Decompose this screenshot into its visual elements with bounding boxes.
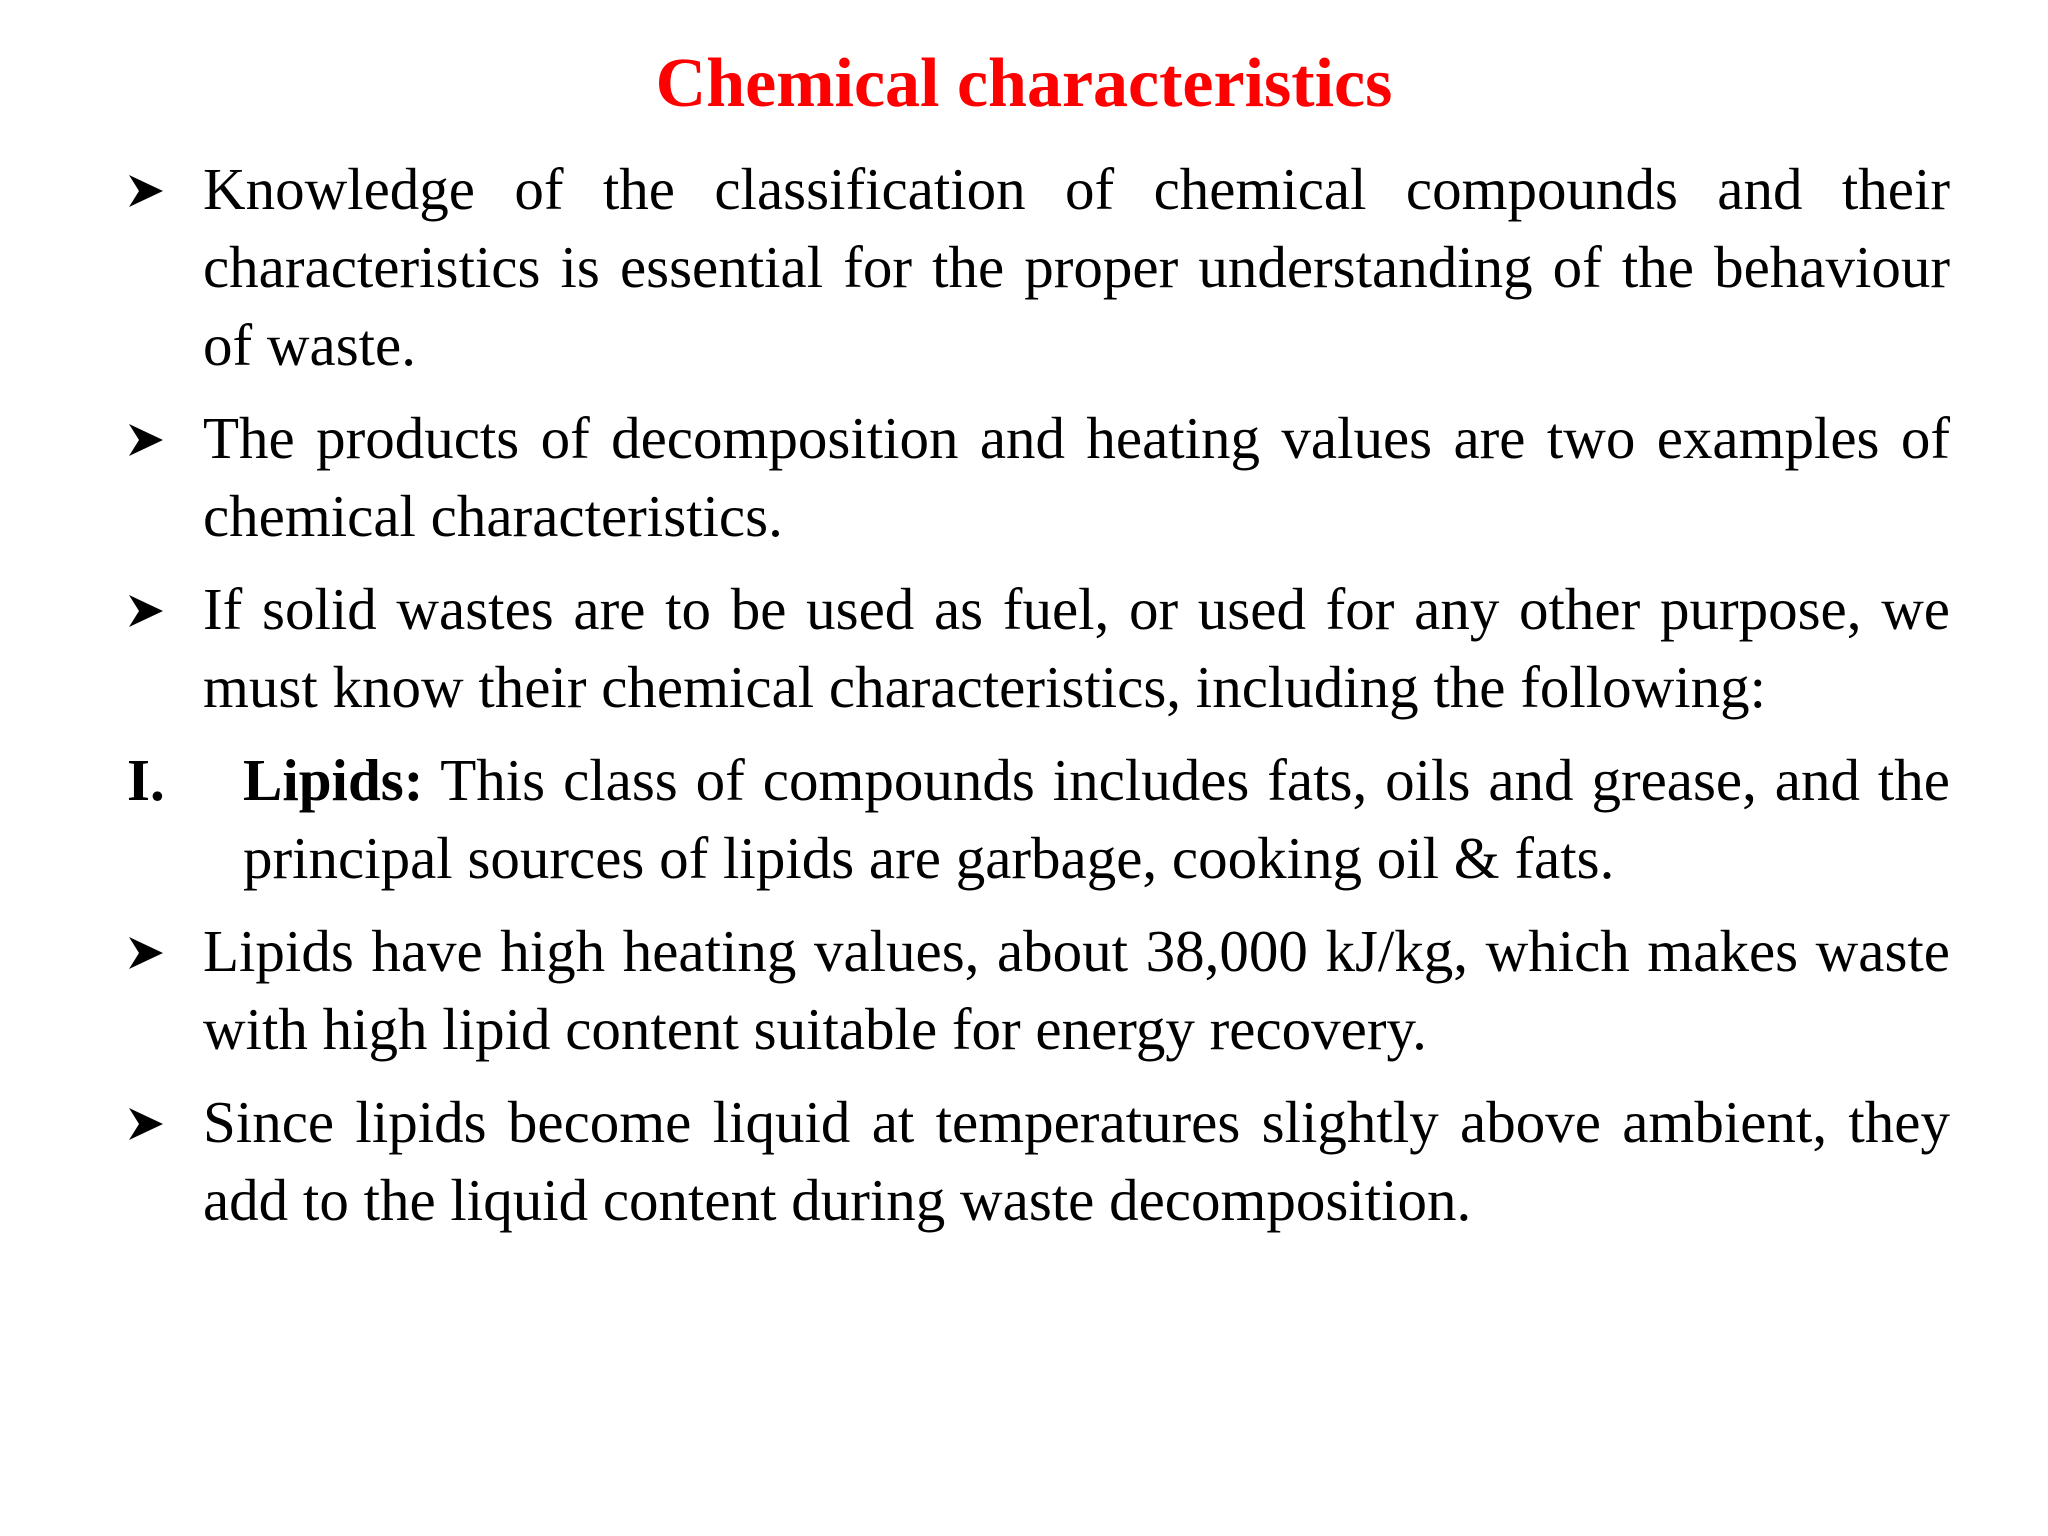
item-term: Lipids: bbox=[243, 747, 424, 813]
bullet-item bbox=[127, 570, 1950, 726]
arrowhead-bullet-icon bbox=[127, 399, 187, 477]
slide-title: Chemical characteristics bbox=[655, 45, 1393, 122]
arrowhead-bullet-icon bbox=[127, 912, 187, 990]
item-number: I. bbox=[127, 747, 165, 813]
bullet-item bbox=[127, 912, 1950, 1068]
slide-body bbox=[127, 150, 1950, 1254]
numbered-item-lipids bbox=[127, 741, 1950, 897]
bullet-text: Since lipids become liquid at temperatures slightly above ambient, they add to the liquid content during waste decomposition. bbox=[203, 1089, 1950, 1233]
bullet-text: Knowledge of the classification of chemical compounds and their characteristics is essential for the proper understanding of the behaviour of waste. bbox=[203, 156, 1950, 378]
bullet-item bbox=[127, 1083, 1950, 1239]
arrowhead-bullet-icon bbox=[127, 150, 187, 228]
bullet-text: If solid wastes are to be used as fuel, or used for any other purpose, we must know their chemical characteristics, including the following: bbox=[203, 576, 1950, 720]
arrowhead-bullet-icon bbox=[127, 570, 187, 648]
arrowhead-bullet-icon bbox=[127, 1083, 187, 1161]
bullet-item bbox=[127, 399, 1950, 555]
bullet-text: The products of decomposition and heating values are two examples of chemical characteristics. bbox=[203, 405, 1950, 549]
item-text: This class of compounds includes fats, oils and grease, and the principal sources of lipids are garbage, cooking oil & fats. bbox=[243, 747, 1950, 891]
bullet-item bbox=[127, 150, 1950, 384]
bullet-text: Lipids have high heating values, about 38,000 kJ/kg, which makes waste with high lipid content suitable for energy recovery. bbox=[203, 918, 1950, 1062]
